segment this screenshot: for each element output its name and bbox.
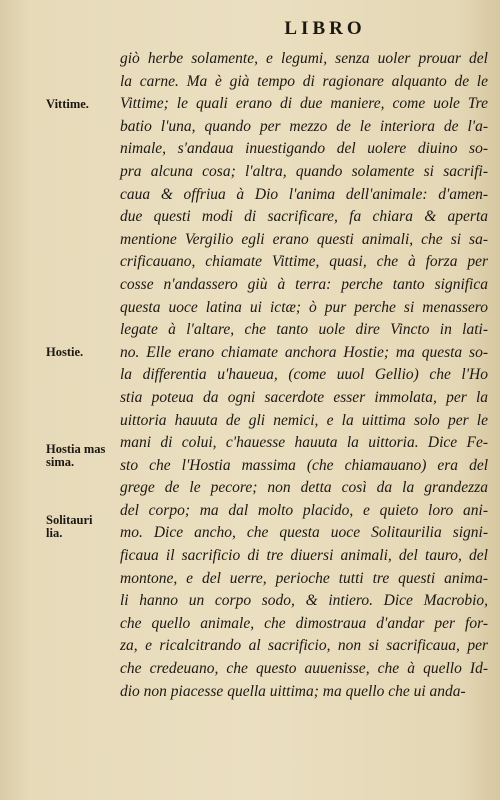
margin-note-hostia-massima: Hostia mas sima. [46,442,106,469]
text-line: due questi modi di sacrificare, fa chiara & aperta [120,208,488,226]
text-line: pra alcuna cosa; l'altra, quando solamente si sacrifi- [120,162,488,180]
text-line: za, e ricalcitrando al sacrificio, non si sacrificaua, per [120,637,488,655]
margin-note-vittime: Vittime. [46,97,89,111]
running-title: LIBRO [284,18,366,39]
text-line: questa uoce latina ui ictæ; ò pur perche si menassero [120,298,488,316]
text-line: che credeuano, che questo auuenisse, che à quello Id- [120,660,488,678]
text-line: mani di colui, c'hauesse hauuta la uittoria. Dice Fe- [120,434,488,452]
text-line: nimale, s'andaua inuestigando del uolere diuino so- [120,140,488,158]
text-line: ficaua il sacrificio di tre diuersi animali, del tauro, del [120,547,488,565]
text-line: la differentia u'haueua, (come uuol Gellio) che l'Ho [120,366,488,384]
text-line: li hanno un corpo sodo, & intiero. Dice Macrobio, [120,592,488,610]
text-line: dio non piacesse quella uittima; ma quello che ui anda- [120,682,466,700]
body-text [120,48,488,703]
text-line: cosse n'andassero giù à terra: perche tanto significa [120,275,488,293]
text-line: legate à l'altare, che tanto uole dire Vincto in lati- [120,321,488,339]
text-line: grege de le pecore; non detta così da la grandezza [120,479,488,497]
text-line: crificauano, chiamate Vittime, quasi, che à forza per [120,253,488,271]
text-line: sto che l'Hostia massima (che chiamauano) era del [120,456,488,474]
text-line: Vittime; le quali erano di due maniere, come uole Tre [120,95,488,113]
text-line: stia poteua da ogni sacerdote esser immolata, per la [120,388,488,406]
text-line: caua & offriua à Dio l'anima dell'animale: d'amen- [120,185,488,203]
text-line: mentione Vergilio egli erano questi animali, che si sa- [120,230,488,248]
text-line: la carne. Ma è già tempo di ragionare alquanto de le [120,72,488,90]
text-line: giò herbe solamente, e legumi, senza uoler prouar del [120,50,488,67]
text-line: che quello animale, che dimostraua d'andar per for- [120,614,488,632]
text-line: montone, e del uerre, perioche tutti tre questi anima- [120,569,488,587]
text-line: batio l'una, quando per mezzo de le interiora de l'a- [120,117,488,135]
text-line: no. Elle erano chiamate anchora Hostie; ma questa so- [120,343,488,361]
running-header [0,18,500,40]
text-line: del corpo; ma dal molto placido, e quieto loro ani- [120,501,488,519]
margin-note-hostie: Hostie. [46,345,84,359]
text-line: uittoria hauuta de gli nemici, e la uittima solo per le [120,411,488,429]
text-line: mo. Dice ancho, che questa uoce Solitaurilia signi- [120,524,488,542]
margin-note-solitaurilia: Solitauri lia. [46,513,93,540]
